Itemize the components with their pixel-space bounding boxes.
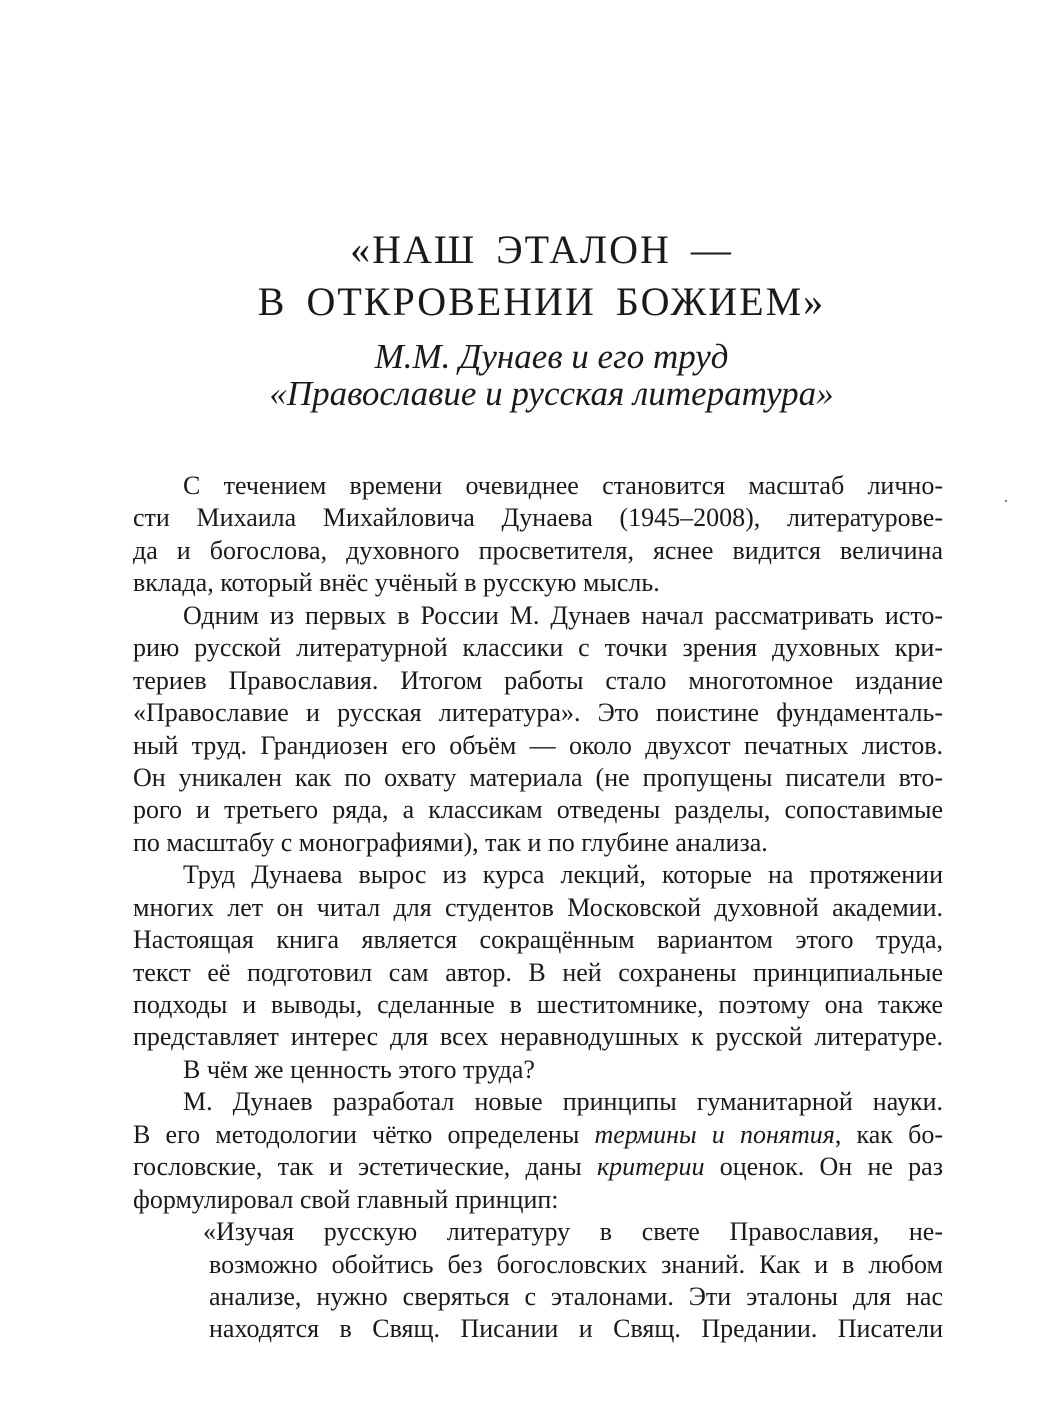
text-line: подходы и выводы, сделанные в шеститомнике, поэтому она также [133, 990, 943, 1019]
paragraph-1 [133, 470, 943, 600]
text-line: Настоящая книга является сокращённым вариантом этого труда, [133, 925, 943, 955]
quote-line: «Изучая русскую литературу в свете Православия, не- [203, 1217, 943, 1247]
quote-line: анализе, нужно сверяться с эталонами. Эти эталоны для нас [209, 1281, 943, 1311]
text-line: «Православие и русская литература». Это поистине фундаменталь- [133, 698, 943, 728]
block-quote [133, 1216, 943, 1346]
chapter-title-line-1: «НАШ ЭТАЛОН — [350, 227, 733, 272]
text-line: представляет интерес для всех неравнодушных к русской литературе. [133, 1022, 943, 1052]
text-line: рию русской литературной классики с точки зрения духовных кри- [133, 633, 943, 663]
quote-line: находятся в Свящ. Писании и Свящ. Предании. Писатели [209, 1314, 943, 1344]
text-line: М. Дунаев разработал новые принципы гуманитарной науки. [183, 1087, 943, 1117]
text-line: Труд Дунаева вырос из курса лекций, которые на протяжении [183, 860, 943, 890]
text-line: Он уникален как по охвату материала (не пропущены писатели вто- [133, 762, 943, 792]
text-line [133, 1119, 943, 1151]
text-run: В его методологии чётко определены [133, 1119, 595, 1149]
text-line: ный труд. Грандиозен его объём — около двухсот печатных листов. [133, 730, 943, 760]
text-line: многих лет он читал для студентов Московской духовной академии. [133, 892, 943, 922]
text-line: да и богослова, духовного просветителя, яснее видится величина [133, 535, 943, 565]
text-line: по масштабу с монографиями), так и по глубине анализа. [133, 827, 768, 857]
paragraph-2 [133, 600, 943, 860]
text-run: гословские, так и эстетические, даны [133, 1152, 597, 1182]
text-line: сти Михаила Михайловича Дунаева (1945–2008), литературове- [133, 503, 943, 533]
scan-speck [1005, 500, 1007, 502]
paragraph-4 [133, 1054, 943, 1086]
text-line: вклада, который внёс учёный в русскую мысль. [133, 568, 660, 598]
text-line: териев Православия. Итогом работы стало многотомное издание [133, 665, 943, 695]
text-run: оценок. Он не раз [704, 1152, 943, 1182]
text-line: формулировал свой главный принцип: [133, 1184, 559, 1214]
text-line [133, 1151, 943, 1183]
text-line: рого и третьего ряда, а классикам отведены разделы, сопоставимые [133, 795, 943, 825]
text-run: , как бо- [834, 1119, 943, 1149]
chapter-title-line-2: В ОТКРОВЕНИИ БОЖИЕМ» [257, 279, 826, 324]
italic-term: термины и понятия [594, 1119, 835, 1149]
text-line: В чём же ценность этого труда? [183, 1054, 535, 1084]
quote-line: возможно обойтись без богословских знаний. Как и в любом [209, 1249, 943, 1279]
paragraph-3 [133, 859, 943, 1054]
body-text [133, 470, 943, 1346]
text-line: С течением времени очевиднее становится масштаб лично- [183, 471, 943, 500]
paragraph-5 [133, 1086, 943, 1216]
chapter-subtitle-line-2: «Православие и русская литература» [269, 374, 834, 413]
text-line: текст её подготовил сам автор. В ней сохранены принципиальные [133, 957, 943, 987]
italic-term: критерии [596, 1152, 705, 1182]
text-line: Одним из первых в России М. Дунаев начал рассматривать исто- [183, 600, 943, 630]
chapter-subtitle-line-1: М.М. Дунаев и его труд [374, 337, 729, 376]
